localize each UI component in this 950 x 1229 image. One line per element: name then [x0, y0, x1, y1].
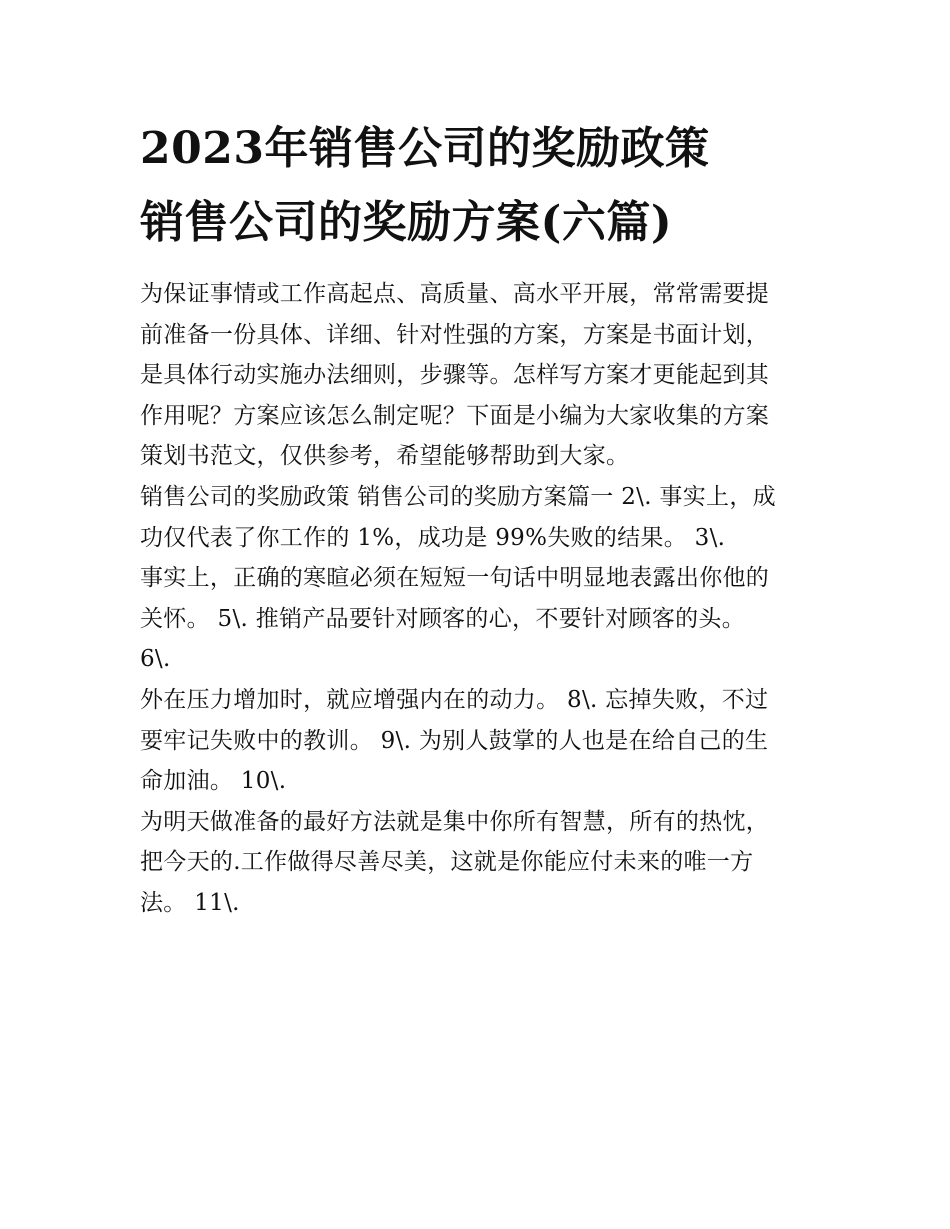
body-line: 策划书范文，仅供参考，希望能够帮助到大家。 [140, 443, 630, 470]
title-line-1-text: 年销售公司的奖励政策 [264, 123, 710, 174]
body-line: 为保证事情或工作高起点、高质量、高水平开展，常常需要提 [140, 281, 770, 307]
body-line: 要牢记失败中的教训。 9\. 为别人鼓掌的人也是在给自己的生 [140, 727, 769, 754]
body-line: 6\. [140, 646, 171, 673]
body-line: 前准备一份具体、详细、针对性强的方案，方案是书面计划， [140, 321, 770, 348]
body-line: 为明天做准备的最好方法就是集中你所有智慧，所有的热忱， [140, 808, 770, 835]
document-title-line-1 [140, 112, 820, 186]
document-body [140, 274, 820, 924]
document-title-line-2: 销售公司的奖励方案(六篇) [140, 197, 673, 248]
body-line: 事实上，正确的寒暄必须在短短一句话中明显地表露出你他的 [140, 565, 770, 592]
document-page [140, 112, 820, 924]
body-line: 关怀。 5\. 推销产品要针对顾客的心，不要针对顾客的头。 [140, 605, 746, 632]
body-line: 把今天的.工作做得尽善尽美，这就是你能应付未来的唯一方 [140, 849, 754, 876]
body-line: 作用呢？方案应该怎么制定呢？下面是小编为大家收集的方案 [140, 402, 770, 429]
title-year: 2023 [140, 123, 265, 174]
body-line: 销售公司的奖励政策 销售公司的奖励方案篇一 2\. 事实上，成 [140, 483, 776, 510]
body-line: 是具体行动实施办法细则，步骤等。怎样写方案才更能起到其 [140, 362, 770, 389]
body-line: 外在压力增加时，就应增强内在的动力。 8\. 忘掉失败，不过 [140, 686, 769, 713]
body-line: 功仅代表了你工作的 1%，成功是 99%失败的结果。 3\. [140, 524, 726, 551]
body-line: 法。 11\. [140, 889, 240, 916]
body-line: 命加油。 10\. [140, 768, 287, 795]
